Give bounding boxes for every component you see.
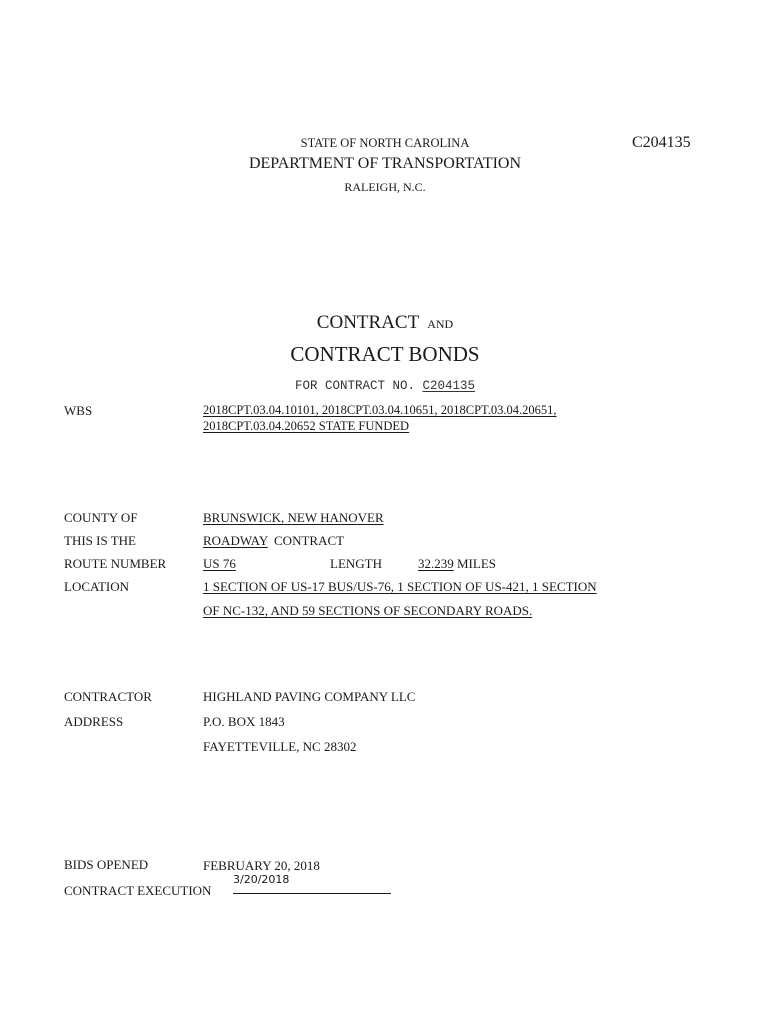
location-line-2: OF NC-132, AND 59 SECTIONS OF SECONDARY ROADS. bbox=[203, 603, 533, 618]
route-label: ROUTE NUMBER bbox=[64, 556, 167, 571]
and-word: AND bbox=[427, 317, 454, 331]
length-unit: MILES bbox=[457, 556, 496, 571]
county-value: BRUNSWICK, NEW HANOVER bbox=[203, 510, 384, 525]
for-contract-number: C204135 bbox=[422, 379, 476, 393]
this-is-label: THIS IS THE bbox=[64, 533, 136, 548]
address-line-2: FAYETTEVILLE, NC 28302 bbox=[203, 739, 357, 754]
contract-id-header: C204135 bbox=[632, 134, 691, 151]
location-label: LOCATION bbox=[64, 579, 129, 594]
for-contract-line bbox=[0, 379, 770, 393]
wbs-line-2: 2018CPT.03.04.20652 STATE FUNDED bbox=[203, 419, 410, 433]
contractor-label: CONTRACTOR bbox=[64, 689, 152, 704]
location-line-1: 1 SECTION OF US-17 BUS/US-76, 1 SECTION OF US-421, 1 SECTION bbox=[203, 579, 597, 594]
bids-opened-value: FEBRUARY 20, 2018 bbox=[203, 858, 320, 873]
state-name: STATE OF NORTH CAROLINA bbox=[300, 136, 470, 150]
contract-bonds-title: CONTRACT BONDS bbox=[290, 342, 480, 366]
contract-and-title bbox=[0, 312, 770, 334]
address-line-1: P.O. BOX 1843 bbox=[203, 714, 285, 729]
contractor-name: HIGHLAND PAVING COMPANY LLC bbox=[203, 689, 416, 704]
for-contract-label: FOR CONTRACT NO. bbox=[294, 379, 415, 393]
execution-label: CONTRACT EXECUTION bbox=[64, 883, 212, 898]
length-value: 32.239 bbox=[418, 556, 454, 571]
department-name: DEPARTMENT OF TRANSPORTATION bbox=[248, 155, 522, 172]
execution-signature-line bbox=[233, 893, 391, 894]
wbs-label: WBS bbox=[64, 403, 93, 418]
contract-type-line bbox=[203, 533, 344, 549]
bids-opened-label: BIDS OPENED bbox=[64, 857, 149, 872]
wbs-line-1: 2018CPT.03.04.10101, 2018CPT.03.04.10651, 2018CPT.03.04.20651, bbox=[203, 403, 557, 417]
contract-word: CONTRACT bbox=[316, 312, 420, 333]
address-label: ADDRESS bbox=[64, 714, 124, 729]
length-label: LENGTH bbox=[330, 556, 382, 571]
route-value: US 76 bbox=[203, 556, 236, 571]
length-line bbox=[418, 556, 496, 572]
county-label: COUNTY OF bbox=[64, 510, 138, 525]
city-name: RALEIGH, N.C. bbox=[344, 180, 426, 194]
execution-date: 3/20/2018 bbox=[233, 873, 290, 886]
contract-type-suffix: CONTRACT bbox=[274, 533, 345, 548]
contract-type-value: ROADWAY bbox=[203, 533, 268, 548]
